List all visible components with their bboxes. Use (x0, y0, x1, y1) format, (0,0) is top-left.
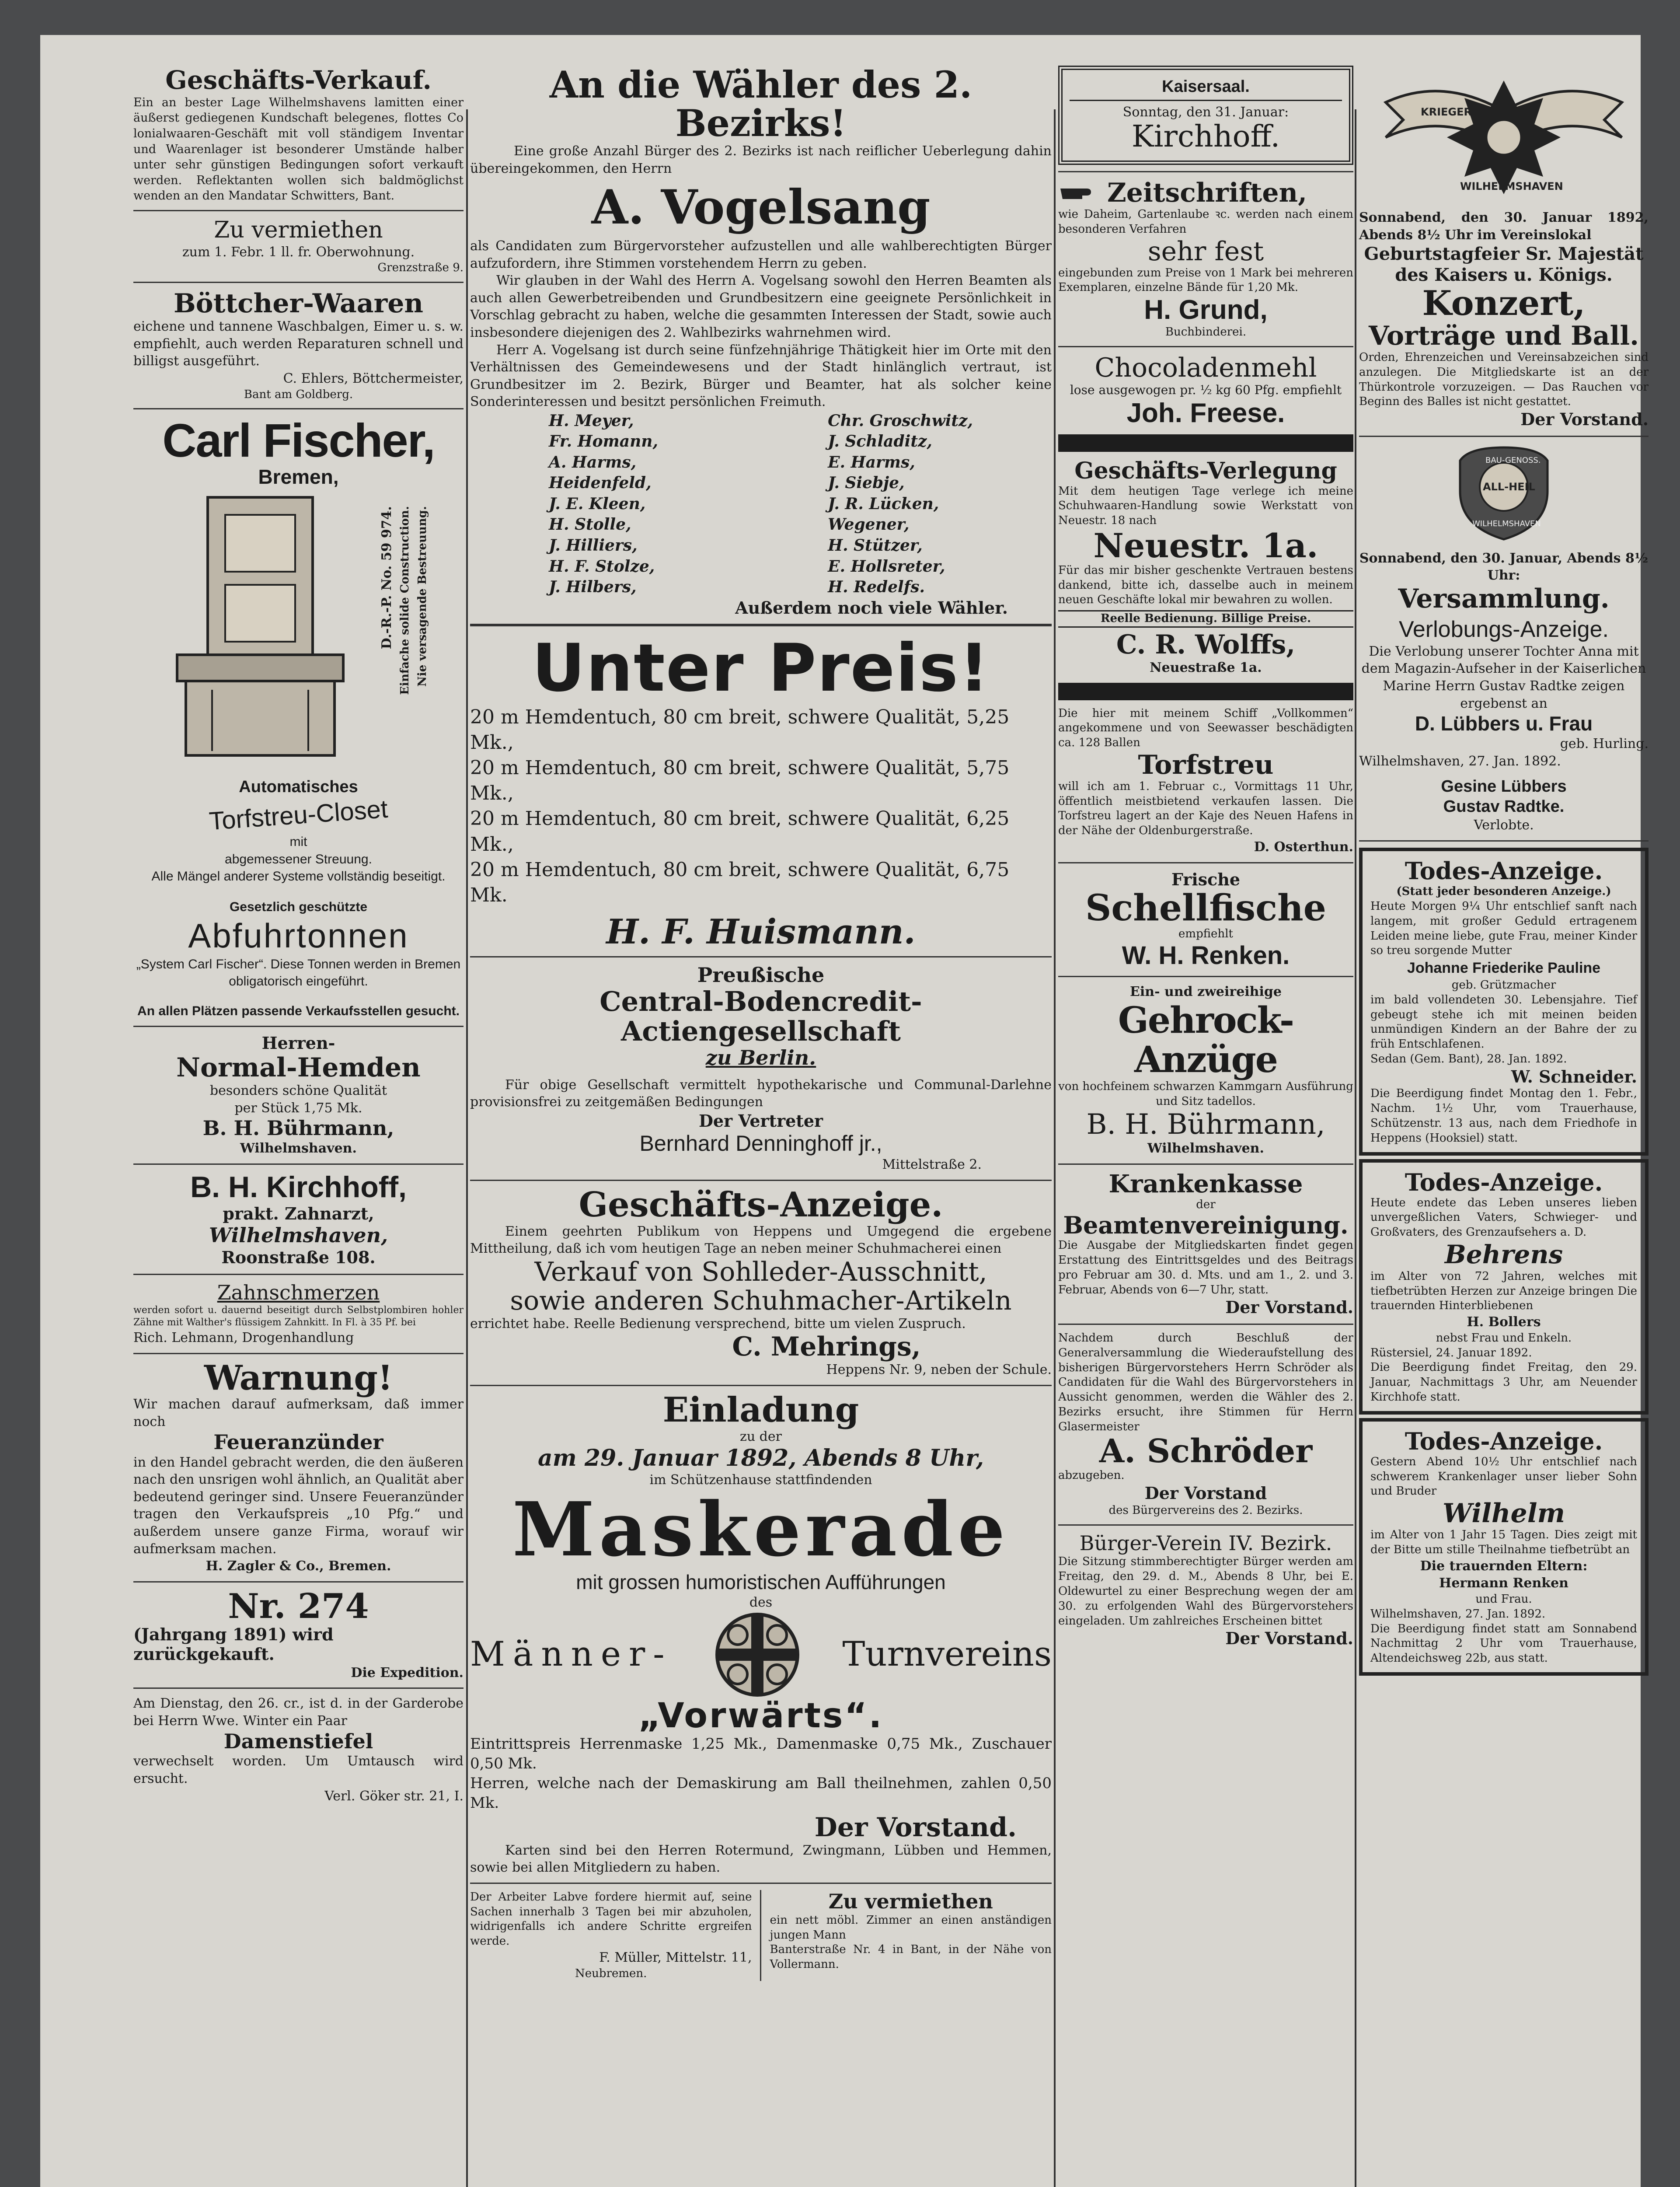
emblem-text: BAU-GENOSS. (1485, 455, 1541, 465)
ad-title: Warnung! (204, 1358, 393, 1398)
ad-signature: Der Vorstand. (1225, 1628, 1353, 1649)
ad-line: Preußische (697, 963, 825, 987)
divider (1359, 840, 1649, 842)
ad-arbeiter (470, 1890, 761, 1981)
divider (1058, 171, 1353, 172)
ad-signature: Joh. Freese. (1126, 398, 1285, 428)
ad-body: in den Handel gebracht werden, die den äußeren nach den unsrigen wohl ähnlich, an Qualität aber bedeutend geringer sind. Unsere Feueranzünder tragen den Verkaufspreis „10 Pfg.“ und außerdem unsere ganze Firma, worauf wir aufmerksam machen. (133, 1454, 464, 1557)
divider (133, 210, 464, 211)
ad-line: mit (289, 835, 307, 849)
ad-line: des (749, 1594, 773, 1610)
ad-normalhemden (133, 1033, 464, 1157)
ad-footer: Außerdem noch viele Wähler. (735, 597, 1008, 618)
ad-line: (Statt jeder besonderen Anzeige.) (1396, 885, 1611, 898)
divider (1058, 1324, 1353, 1325)
ad-chocoladenmehl (1058, 353, 1353, 428)
ad-address: Verl. Göker str. 21, I. (324, 1788, 464, 1804)
ad-title: Todes-Anzeige. (1405, 857, 1603, 885)
ad-line: Verlobte. (1474, 818, 1534, 833)
ad-signature: Bernhard Denninghoff jr., (639, 1131, 882, 1156)
ad-body: Einem geehrten Publikum von Heppens und Umgegend die ergebene Mittheilung, daß ich vom heutigen Tage an neben meiner Schuhmacherei einen (470, 1223, 1052, 1257)
column-2 (470, 63, 1052, 1981)
ad-signature: H. Grund, (1144, 295, 1268, 325)
ad-body: von hochfeinem schwarzen Kammgarn Ausführung und Sitz tadellos. (1058, 1080, 1353, 1108)
closet-illustration (160, 489, 378, 769)
ad-body: Orden, Ehrenzeichen und Vereinsabzeichen sind anzulegen. Die Mitgliedskarte ist an der Thürkontrole vorzuzeigen. — Das Rauchen vor Beginn des Balles ist nicht gestattet. (1359, 351, 1649, 409)
ad-allheil (1359, 443, 1649, 613)
ad-kriegerverein (1359, 72, 1649, 430)
divider (133, 408, 464, 409)
ad-body: Die Ausgabe der Mitgliedskarten findet gegen Erstattung des Eintrittsgeldes und des Beitrags pro Februar am 30. d. Mts. und am 1., 2. und 3. Februar, Abends von 6—7 Uhr, statt. (1058, 1239, 1353, 1296)
ad-header (1058, 178, 1353, 207)
divider (133, 1163, 464, 1165)
divider (1058, 346, 1353, 347)
price-line: 20 m Hemdentuch, 80 cm breit, schwere Qualität, 6,75 Mk. (470, 858, 1010, 906)
emblem-text: WILHELMSHAVEN (1460, 180, 1563, 192)
ad-date: Rüstersiel, 24. Januar 1892. (1370, 1346, 1532, 1359)
ad-body: Eintrittspreis Herrenmaske 1,25 Mk., Damenmaske 0,75 Mk., Zuschauer 0,50 Mk. (470, 1735, 1052, 1773)
ad-names: Gesine Lübbers (1441, 777, 1567, 796)
ad-body: Herren, welche nach der Demaskirung am Ball theilnehmen, zahlen 0,50 Mk. (470, 1774, 1052, 1812)
emblem-text: ALL-HEIL (1483, 480, 1535, 493)
ad-signature: Der Vorstand (1144, 1483, 1267, 1503)
divider (133, 1581, 464, 1583)
ad-name: Kirchhoff. (1131, 119, 1280, 154)
ad-body: Die Verlobung unserer Tochter Anna mit dem Magazin-Aufseher in der Kaiserlichen Marine Herrn Gustav Radtke zeigen ergebenst an (1361, 643, 1646, 711)
ad-line: sehr fest (1147, 236, 1264, 267)
ad-title: Normal-Hemden (176, 1052, 421, 1083)
ad-date: Wilhelmshaven, 27. Jan. 1892. (1359, 753, 1561, 769)
signatory-name: H. Stolle, (549, 515, 631, 534)
ad-todes-anzeige-3 (1359, 1418, 1649, 1676)
ad-boettcher (133, 289, 464, 402)
ad-carl-fischer (133, 416, 464, 1020)
ad-waehler (470, 63, 1052, 618)
column-rule (466, 109, 468, 2187)
ad-signature: Die trauernden Eltern: (1420, 1558, 1588, 1574)
ad-body: im Alter von 1 Jahr 15 Tagen. Dies zeigt mit der Bitte um stille Theilnahme tiefbetrübt an (1370, 1528, 1637, 1557)
ad-title: A. Schröder (1099, 1432, 1313, 1470)
divider (133, 282, 464, 283)
signatories-left (549, 411, 658, 598)
ad-geschaefts-anzeige (470, 1184, 1052, 1379)
patent-number: D.-R.-P. No. 59 974. (379, 506, 394, 649)
ad-zahnschmerzen (133, 1281, 464, 1347)
ad-body: zum 1. Febr. 1 ll. fr. Oberwohnung. (182, 244, 415, 260)
ad-kaisersaal (1058, 66, 1353, 165)
ad-body: Für obige Gesellschaft vermittelt hypothekarische und Communal-Darlehne provisionsfrei zu zeitgemäßen Bedingungen (470, 1077, 1052, 1110)
ad-title: Torfstreu (1138, 749, 1274, 780)
ad-body: Gestern Abend 10½ Uhr entschlief nach schwerem Krankenlager unser lieber Sohn und Bruder (1370, 1455, 1637, 1498)
ad-buergerverein (1058, 1532, 1353, 1649)
ad-line: Alle Mängel anderer Systeme vollständig beseitigt. (151, 869, 446, 884)
ad-body: Die Sitzung stimmberechtigter Bürger werden am Freitag, den 29. d. M., Abends 8 Uhr, bei E. Oldewurtel zu einer Besprechung wegen der am 30. zu erfolgenden Wahl des Bürgervorstehers eingeladen. Um zahlreiches Erscheinen bittet (1058, 1555, 1353, 1628)
ad-title: Versammlung. (1398, 583, 1610, 615)
column-rule (1355, 109, 1356, 2187)
ad-todes-anzeige-1 (1359, 848, 1649, 1156)
ad-signature: D. Osterthun. (1254, 839, 1353, 855)
ad-body: Wir glauben in der Wahl des Herrn A. Vogelsang sowohl den Herren Beamten als auch allen Gewerbetreibenden und Grundbesitzern eine geeignete Persönlichkeit in Vorschlag gebracht zu haben, welche die gesammten Interessen der Stadt, sowie auch insbesondere diejenigen des 2. Wahlbezirks wahrnehmen wird. (470, 273, 1052, 340)
column-4 (1359, 66, 1649, 1679)
ad-line: An allen Plätzen passende Verkaufsstellen gesucht. (137, 1003, 460, 1018)
black-rule (1058, 683, 1353, 700)
ad-line: geb. Hurling. (1560, 736, 1649, 752)
signatory-name: J. R. Lücken, (828, 494, 939, 513)
ad-todes-anzeige-2 (1359, 1159, 1649, 1415)
ad-body: im bald vollendeten 30. Lebensjahre. Tief gebeugt stehe ich mit meinen beiden unmündigen Kindern an der Bahre der zu früh Entschlafenen. (1370, 993, 1637, 1051)
ad-city: Bremen, (258, 465, 339, 488)
divider (470, 1883, 1052, 1884)
ad-title: Geschäfts-Anzeige. (579, 1184, 943, 1225)
divider (133, 1026, 464, 1027)
ad-signature: Der Vorstand. (1225, 1297, 1353, 1317)
closet-illustration-wrap (133, 489, 464, 777)
ad-firm: B. H. Bührmann, (202, 1116, 394, 1140)
ad-names: D. Lübbers u. Frau (1415, 712, 1593, 735)
ad-line: Verkauf von Sohlleder-Ausschnitt, (534, 1256, 987, 1287)
pointing-hand-icon (1058, 180, 1102, 206)
divider (1058, 1163, 1353, 1165)
ad-torfstreu (1058, 706, 1353, 856)
ad-body: Herr A. Vogelsang ist durch seine fünfzehnjährige Thätigkeit hier im Orte mit den Verhältnissen des Gemeindewesens und der Stadt hinlänglich vertraut, ist Grundbesitzer im 2. Bezirk, Bürger und Beamter, hat als solcher keine Sonderinteressen und besitzt persönlichen Freimuth. (470, 342, 1052, 410)
ad-title: Todes-Anzeige. (1405, 1427, 1603, 1455)
ad-title: Vorträge und Ball. (1368, 321, 1639, 352)
ad-body: werden sofort u. dauernd beseitigt durch Selbstplombiren hohler Zähne mit Walther's flüssigem Zahnkitt. In Fl. à 35 Pf. bei (133, 1304, 464, 1328)
divider (1058, 862, 1353, 863)
ad-line: und Frau. (1475, 1593, 1532, 1606)
divider (470, 956, 1052, 957)
candidate-name: A. Vogelsang (591, 179, 931, 235)
ad-address: Neuestr. 1a. (1093, 526, 1318, 565)
ad-body: Wir machen darauf aufmerksam, daß immer noch (133, 1397, 464, 1430)
ad-signature: C. R. Wolffs, (1116, 629, 1296, 660)
ad-body: Karten sind bei den Herren Rotermund, Zwingmann, Lübben und Hemmen, sowie bei allen Mitgliedern zu haben. (470, 1842, 1052, 1876)
divider (1359, 436, 1649, 437)
ad-address: Grenzstraße 9. (377, 261, 464, 275)
allheil-shield-icon (1456, 443, 1552, 544)
ad-address: Heppens Nr. 9, neben der Schule. (826, 1362, 1052, 1378)
ad-signature: C. Ehlers, Böttchermeister, (283, 371, 464, 387)
ad-title: Zeitschriften, (1107, 177, 1307, 208)
ad-title: Einladung (662, 1390, 859, 1430)
ad-line: Turnvereins (842, 1635, 1052, 1674)
ad-body: Mit dem heutigen Tage verlege ich meine Schuhwaaren-Handlung sowie Werkstatt von Neuestr. 18 nach (1058, 484, 1353, 528)
ad-body: (Jahrgang 1891) wird zurückgekauft. (133, 1624, 334, 1664)
bottom-ads (470, 1890, 1052, 1981)
ad-signature: H. F. Huismann. (606, 912, 916, 952)
ad-krankenkasse (1058, 1171, 1353, 1318)
ad-signature: Die Expedition. (351, 1665, 464, 1680)
ad-line: abzugeben. (1058, 1469, 1125, 1482)
column-1 (133, 66, 464, 1808)
ad-body: „System Carl Fischer“. Diese Tonnen werden in Bremen obligatorisch eingeführt. (136, 957, 461, 989)
signatory-name: E. Hollsreter, (828, 557, 945, 576)
ad-body: wie Daheim, Gartenlaube ꝛc. werden nach einem besonderen Verfahren (1058, 207, 1353, 236)
emblem-text: WILHELMSHAVEN (1472, 519, 1541, 528)
divider (133, 1274, 464, 1275)
ad-body: Heute endete das Leben unseres lieben unvergeßlichen Vaters, Schwieger- und Großvaters, des Grenzaufsehers a. D. (1370, 1196, 1637, 1239)
divider (1058, 976, 1353, 977)
ad-body: Am Dienstag, den 26. cr., ist d. in der Garderobe bei Herrn Wwe. Winter ein Paar (133, 1696, 464, 1729)
signatory-name: J. Hilbers, (549, 578, 637, 597)
signatory-name: Wegener, (828, 515, 910, 534)
ad-signature: F. Müller, Mittelstr. 11, (599, 1950, 752, 1966)
ad-city: Wilhelmshaven. (240, 1141, 357, 1156)
ad-date: Wilhelmshaven, 27. Jan. 1892. (1370, 1607, 1546, 1621)
ad-unter-preis (470, 632, 1052, 950)
ad-einladung (470, 1392, 1052, 1876)
ad-title: An die Wähler des 2. Bezirks! (549, 63, 972, 145)
ad-signature: W. H. Renken. (1122, 941, 1290, 970)
ad-gehrock (1058, 983, 1353, 1157)
club-name: „Vorwärts“. (638, 1696, 884, 1736)
ad-title: Damenstiefel (223, 1729, 373, 1753)
ad-address: Roonstraße 108. (221, 1247, 376, 1268)
signatory-name: J. Schladitz, (828, 432, 932, 451)
ad-warnung (133, 1360, 464, 1575)
ad-vermiethen (133, 217, 464, 276)
deceased-name: Behrens (1444, 1240, 1563, 1270)
ad-title: Zu vermiethen (214, 217, 383, 244)
ad-line: geb. Grützmacher (1451, 978, 1556, 992)
signatories (470, 411, 1052, 598)
ad-title: Carl Fischer, (162, 414, 435, 467)
ad-title: B. H. Kirchhoff, (190, 1170, 407, 1204)
ad-body: eingebunden zum Preise von 1 Mark bei mehreren Exemplaren, einzelne Bände für 1,20 Mk. (1058, 266, 1353, 294)
ad-title: Verlobungs-Anzeige. (1399, 617, 1609, 643)
signatory-name: H. Stützer, (828, 536, 923, 555)
ad-signature: Rich. Lehmann, Drogenhandlung (133, 1330, 354, 1345)
ad-title: Gehrock-Anzüge (1118, 999, 1294, 1081)
ad-names: Gustav Radtke. (1443, 797, 1565, 816)
divider (133, 1687, 464, 1689)
ad-address: Bant am Goldberg. (244, 388, 353, 401)
patent-note: Nie versagende Bestreuung. (416, 506, 429, 687)
signatory-name: Chr. Groschwitz, (828, 411, 973, 430)
ad-title: Schellfische (1085, 887, 1326, 929)
ad-schroeder (1058, 1331, 1353, 1518)
ad-signature: H. Zagler & Co., Bremen. (206, 1558, 391, 1574)
ad-line: Der Vertreter (698, 1111, 823, 1131)
ad-bodencredit (470, 964, 1052, 1174)
ad-city: zu Berlin. (705, 1045, 816, 1069)
ad-address: Banterstraße Nr. 4 in Bant, in der Nähe von Vollermann. (770, 1943, 1052, 1971)
ad-body: Der Arbeiter Labve fordere hiermit auf, seine Sachen innerhalb 3 Tagen bei mir abzuholen, widrigenfalls ich andere Schritte ergreifen werde. (470, 1890, 752, 1948)
ad-signature: H. Bollers (1467, 1314, 1541, 1330)
ad-line: des Bürgervereins des 2. Bezirks. (1108, 1503, 1303, 1517)
ad-body: Nachdem durch Beschluß der Generalversammlung die Wiederaufstellung des bisherigen Bürgervorstehers Herrn Schröder als Candidaten für die Wahl des Bürgervorstehers in Aussicht genommen, werden die Wähler des 2. Bezirks ersucht, ihre Stimmen für Herrn Glasermeister (1058, 1331, 1353, 1433)
patent-note: Einfache solide Construction. (398, 506, 411, 695)
ad-line: Männer- (470, 1635, 673, 1674)
ad-line: sowie anderen Schuhmacher-Artikeln (510, 1285, 1012, 1316)
event-date: am 29. Januar 1892, Abends 8 Uhr, (538, 1445, 984, 1472)
ad-title: Torfstreu-Closet (208, 795, 389, 836)
event-title: Maskerade (512, 1485, 1010, 1573)
ad-line: empfiehlt (1178, 927, 1233, 941)
ad-line: prakt. Zahnarzt, (223, 1203, 374, 1223)
ad-body: Eine große Anzahl Bürger des 2. Bezirks ist nach reiflicher Ueberlegung dahin übereingekommen, den Herrn (470, 143, 1052, 176)
ad-address: Mittelstraße 2. (882, 1157, 982, 1173)
ad-body: Sonnabend, den 30. Januar, Abends 8½ Uhr: (1359, 550, 1649, 583)
price-line: 20 m Hemdentuch, 80 cm breit, schwere Qualität, 5,25 Mk., (470, 706, 1010, 754)
ad-line: mit grossen humoristischen Aufführungen (576, 1570, 946, 1593)
ad-address: Neubremen. (575, 1967, 647, 1980)
ad-title: Krankenkasse (1108, 1169, 1303, 1198)
divider (470, 624, 1052, 626)
ad-title: Beamtenvereinigung. (1063, 1211, 1349, 1239)
ad-line: der (1196, 1198, 1216, 1212)
deceased-name: Johanne Friederike Pauline (1407, 960, 1601, 977)
ad-body: besonders schöne Qualität (209, 1083, 387, 1099)
signatories-right (828, 411, 973, 598)
ad-line: zu der (740, 1429, 782, 1444)
ad-body: eichene und tannene Waschbalgen, Eimer u. s. w. empfiehlt, auch werden Reparaturen schnell und billigst ausgeführt. (133, 319, 464, 369)
divider (1058, 1524, 1353, 1526)
signatory-name: H. Meyer, (549, 411, 634, 430)
ad-body: verwechselt worden. Um Umtausch wird ersucht. (133, 1754, 464, 1787)
deceased-name: Wilhelm (1443, 1498, 1565, 1529)
divider (133, 1353, 464, 1354)
ad-line: Geburtstagfeier Sr. Majestät des Kaisers u. Königs. (1364, 244, 1644, 286)
ad-title: Abfuhrtonnen (188, 916, 409, 955)
ad-title: Geschäfts-Verkauf. (165, 65, 432, 95)
signatory-name: A. Harms, (549, 453, 637, 472)
ad-damenstiefel (133, 1695, 464, 1805)
ad-body: Die hier mit meinem Schiff „Vollkommen“ angekommene und von Seewasser beschädigten ca. 128 Ballen (1058, 706, 1353, 750)
ad-body: Die Beerdigung findet statt am Sonnabend Nachmittag 2 Uhr vom Trauerhause, Altendeichsweg 22b, aus statt. (1370, 1622, 1637, 1665)
ad-line: Buchbinderei. (1165, 325, 1247, 339)
ad-body: Heute Morgen 9¼ Uhr entschlief sanft nach langem, mit großer Geduld ertragenem Leiden meine liebe, gute Frau, meiner Kinder so treu sorgende Mutter (1370, 899, 1637, 957)
ad-body: Die Beerdigung findet Montag den 1. Febr., Nachm. 1½ Uhr, vom Trauerhause, Schützenstr. 13 aus, nach dem Friedhofe in Heppens (Hooksiel) statt. (1370, 1087, 1637, 1145)
ad-body: lose ausgewogen pr. ½ kg 60 Pfg. empfiehlt (1070, 383, 1342, 398)
ad-city: Wilhelmshaven. (1147, 1140, 1264, 1156)
ad-geschaeftsverkauf (133, 66, 464, 204)
ad-body: will ich am 1. Februar c., Vormittags 11 Uhr, öffentlich meistbietend verkaufen lassen. Die Torfstreu lagert an der Kaje des Neuen Hafens in der Nähe der Oldenburgerstraße. (1058, 779, 1353, 838)
ad-line: Gesetzlich geschützte (229, 900, 368, 915)
ad-title: Chocoladenmehl (1094, 353, 1317, 384)
ad-signature: C. Mehrings, (732, 1331, 921, 1363)
ad-zeitschriften (1058, 178, 1353, 340)
ad-line: Sonntag, den 31. Januar: (1122, 104, 1289, 120)
price-line: 20 m Hemdentuch, 80 cm breit, schwere Qualität, 6,25 Mk., (470, 807, 1010, 856)
ad-date: Sedan (Gem. Bant), 28. Jan. 1892. (1370, 1052, 1567, 1066)
divider (470, 1180, 1052, 1181)
ad-line: abgemessener Streuung. (225, 852, 372, 866)
ad-line: Ein- und zweireihige (1130, 984, 1282, 999)
signatory-name: Fr. Homann, (549, 432, 658, 451)
ad-nr274 (133, 1586, 464, 1682)
ad-title: Böttcher-Waaren (173, 288, 424, 319)
column-3 (1058, 66, 1353, 1652)
ad-geschaefts-verlegung (1058, 458, 1353, 677)
ad-line: Reelle Bedienung. Billige Preise. (1058, 610, 1353, 628)
ad-kirchhoff (133, 1171, 464, 1268)
ad-title: Bürger-Verein IV. Bezirk. (1079, 1531, 1332, 1555)
ad-body: im Alter von 72 Jahren, welches mit tiefbetrübten Herzen zur Anzeige bringen Die trauernden Hinterbliebenen (1370, 1269, 1637, 1313)
price-list (470, 705, 1052, 908)
ad-schellfische (1058, 870, 1353, 970)
signatory-name: E. Harms, (828, 453, 915, 472)
ad-body: Die Beerdigung findet Freitag, den 29. Januar, Nachmittags 3 Uhr, am Neuender Kirchhofe statt. (1370, 1361, 1637, 1404)
ad-address: Neuestraße 1a. (1150, 660, 1262, 675)
ad-line: Frische (1171, 869, 1241, 889)
ad-body: Ein an bester Lage Wilhelmshavens lamitten einer äußerst gediegenen Kundschaft belegenes, flottes Co lonialwaaren-Geschäft mit voll ständigem Inventar und Waarenlager ist besonderer Umstände halber unter sehr günstigen Bedingungen sofort verkauft werden. Reflektanten wollen sich baldmöglichst wenden an den Mandatar Schwitters, Bant. (133, 95, 464, 203)
turnverein-row (470, 1611, 1052, 1698)
ad-title: Kaisersaal. (1070, 77, 1342, 101)
ad-title: Geschäfts-Verlegung (1074, 457, 1337, 484)
ad-line: nebst Frau und Enkeln. (1436, 1331, 1572, 1345)
ad-signature: Hermann Renken (1439, 1576, 1568, 1591)
ad-body: Für das mir bisher geschenkte Vertrauen bestens dankend, bitte ich, dasselbe auch in meinem neuen Geschäfte lokal mir bewahren zu wollen. (1058, 563, 1353, 607)
ad-title: Unter Preis! (532, 630, 990, 707)
column-rule (1054, 109, 1056, 2187)
emblem-text: KRIEGER VEREIN (1421, 106, 1519, 118)
signatory-name: J. Siebje, (828, 474, 905, 493)
ad-line: Automatisches (239, 777, 358, 796)
ad-title: Konzert, (1422, 283, 1586, 324)
black-rule (1058, 434, 1353, 452)
kriegerverein-emblem-icon (1373, 72, 1635, 203)
ad-zu-vermiethen (770, 1890, 1052, 1981)
ad-price: per Stück 1,75 Mk. (234, 1100, 362, 1116)
ad-title: Feueranzünder (213, 1430, 383, 1454)
ad-signature: Der Vorstand. (1520, 409, 1649, 430)
ad-body: ein nett möbl. Zimmer an einen anständigen jungen Mann (770, 1913, 1052, 1942)
signatory-name: H. Redelfs. (828, 578, 925, 597)
ad-line: Wilhelmshaven, (209, 1223, 388, 1247)
ad-line: im Schützenhause stattfindenden (649, 1472, 872, 1488)
signatory-name: H. F. Stolze, (549, 557, 655, 576)
ad-body: errichtet habe. Reelle Bedienung versprechend, bitte um vielen Zuspruch. (470, 1316, 966, 1331)
ad-signature: B. H. Bührmann, (1086, 1108, 1325, 1141)
turnverein-emblem-icon (714, 1611, 801, 1698)
price-line: 20 m Hemdentuch, 80 cm breit, schwere Qualität, 5,75 Mk., (470, 757, 1010, 805)
ad-title: Zu vermiethen (828, 1889, 993, 1913)
ad-title: Central-Bodencredit-Actiengesellschaft (600, 985, 922, 1047)
signatory-name: J. E. Kleen, (549, 494, 646, 513)
ad-title: Nr. 274 (228, 1586, 369, 1626)
ad-title: Zahnschmerzen (217, 1280, 380, 1304)
ad-line: Herren- (261, 1033, 335, 1053)
divider (470, 1385, 1052, 1386)
ad-body: Sonnabend, den 30. Januar 1892, Abends 8½ Uhr im Vereinslokal (1359, 210, 1649, 243)
signatory-name: J. Hilliers, (549, 536, 638, 555)
ad-title: Todes-Anzeige. (1405, 1168, 1603, 1196)
ad-signature: Der Vorstand. (814, 1812, 1017, 1843)
signatory-name: Heidenfeld, (549, 474, 652, 493)
ad-verlobung (1359, 617, 1649, 834)
ad-body: als Candidaten zum Bürgervorsteher aufzustellen und alle wahlberechtigten Bürger aufzufordern, ihre Stimmen vorstehendem Herrn zu geben. (470, 238, 1052, 271)
ad-signature: W. Schneider. (1511, 1066, 1637, 1087)
